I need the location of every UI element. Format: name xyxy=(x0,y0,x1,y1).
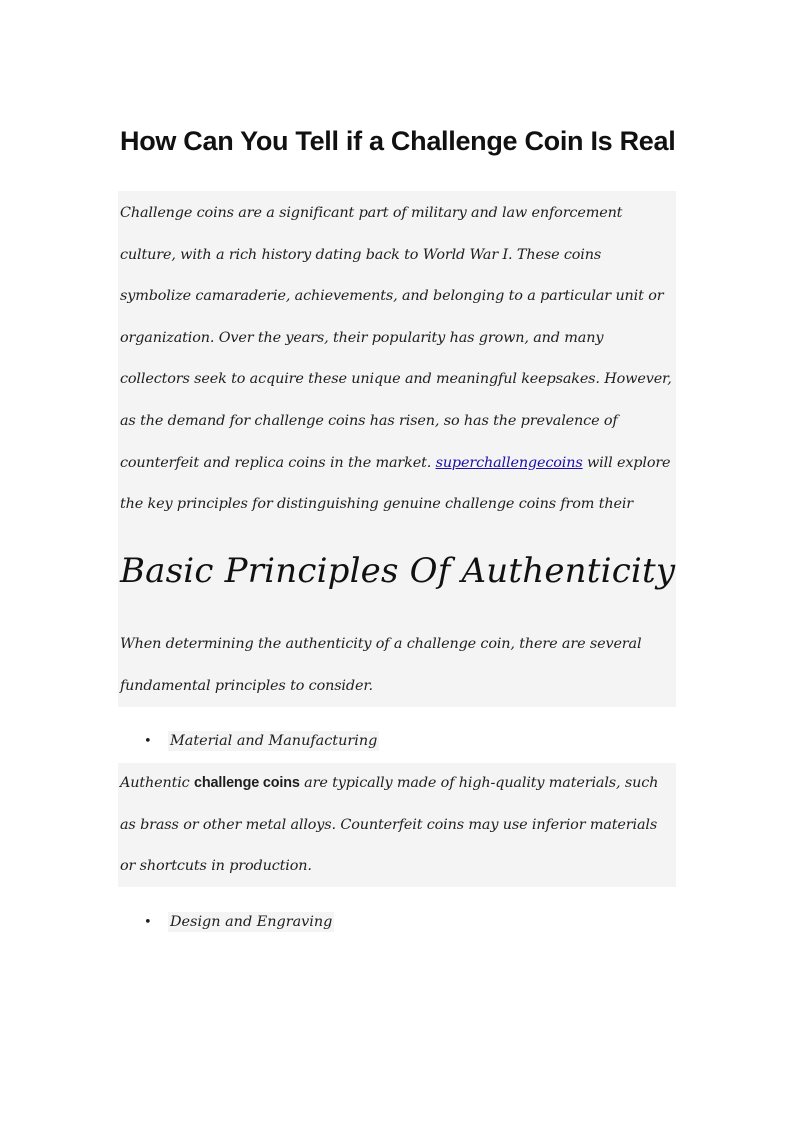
section-paragraph: When determining the authenticity of a challenge coin, there are several fundamental principles to consider. xyxy=(120,636,642,694)
list-item-material xyxy=(144,731,379,751)
material-text-before: Authentic xyxy=(120,775,195,791)
list-item-label: Design and Engraving xyxy=(170,914,333,930)
intro-text-after-link: will explore the key principles for distinguishing genuine challenge coins from their xyxy=(120,454,671,513)
principles-section xyxy=(118,521,676,707)
material-text-after: are typically made of high-quality materials, such as brass or other metal alloys. Counterfeit coins may use inferior materials or shortcuts in production. xyxy=(120,775,659,875)
list-item-label: Material and Manufacturing xyxy=(170,733,378,749)
challenge-coins-term: challenge coins xyxy=(194,775,300,791)
intro-paragraph xyxy=(118,193,676,567)
material-block xyxy=(118,763,676,887)
intro-text-before-link: Challenge coins are a significant part of military and law enforcement culture, with a rich history dating back to World War I. These coins symbolize camaraderie, achievements, and belonging to a particular unit or organization. Over the years, their popularity has grown, and many collectors seek to acquire these unique and meaningful keepsakes. However, as the demand for challenge coins has risen, so has the prevalence of counterfeit and replica coins in the market. xyxy=(120,205,672,471)
page-title: How Can You Tell if a Challenge Coin Is Real xyxy=(120,126,676,156)
bullet-marker: • xyxy=(144,733,152,749)
superchallengecoins-link[interactable]: superchallengecoins xyxy=(435,454,583,471)
bullet-marker: • xyxy=(144,914,152,930)
list-item-design xyxy=(144,912,334,932)
material-paragraph xyxy=(118,763,676,888)
intro-block xyxy=(118,191,676,521)
section-heading: Basic Principles Of Authenticity xyxy=(120,551,676,591)
